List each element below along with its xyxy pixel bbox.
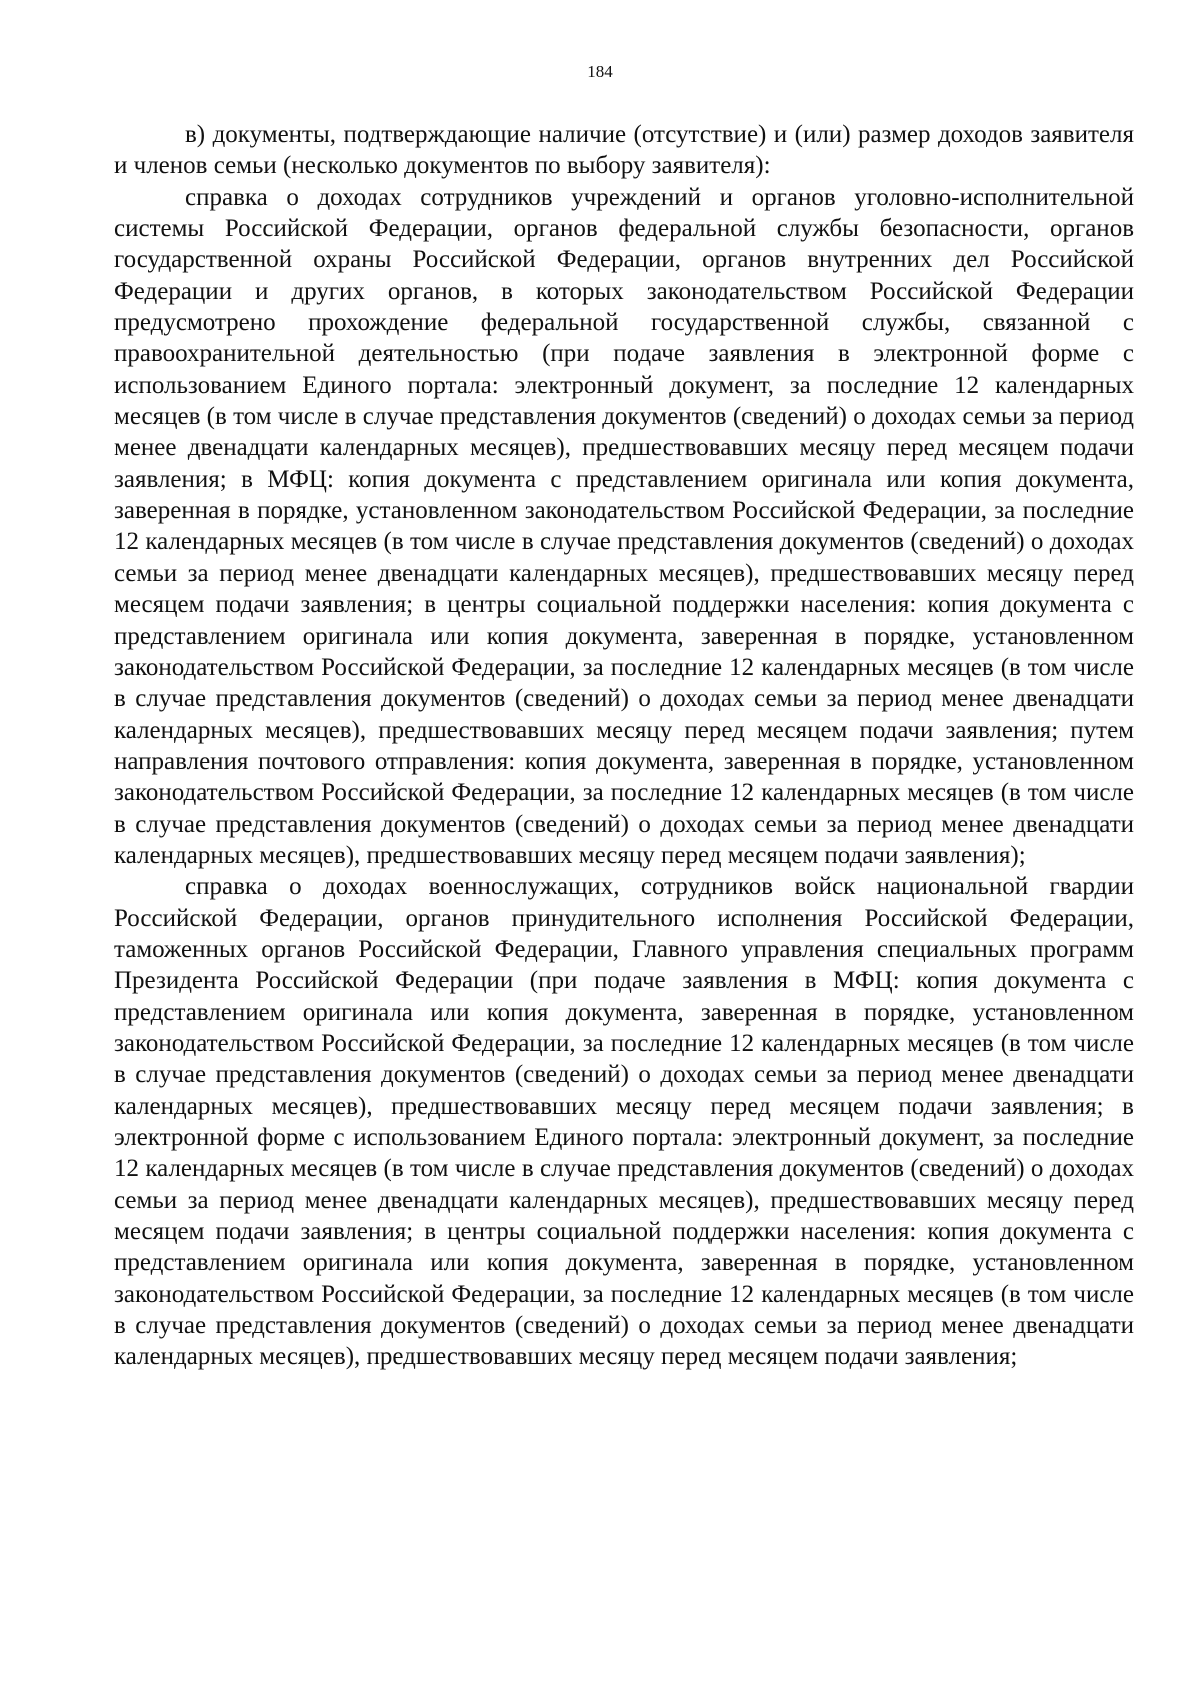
page-number: 184 [587, 62, 613, 81]
paragraph-military-income-certificate: справка о доходах военнослужащих, сотрудников войск национальной гвардии Российской Федерации, органов принудительного исполнения Российской Федерации, таможенных органов Российской Федерации, Главного управления специальных программ Президента Российской Федерации (при подаче заявления в МФЦ: копия документа с представлением оригинала или копия документа, заверенная в порядке, установленном законодательством Российской Федерации, за последние 12 календарных месяцев (в том числе в случае представления документов (сведений) о доходах семьи за период менее двенадцати календарных месяцев), предшествовавших месяцу перед месяцем подачи заявления; в электронной форме с использованием Единого портала: электронный документ, за последние 12 календарных месяцев (в том числе в случае представления документов (сведений) о доходах семьи за период менее двенадцати календарных месяцев), предшествовавших месяцу перед месяцем подачи заявления; в центры социальной поддержки населения: копия документа с представлением оригинала или копия документа, заверенная в порядке, установленном законодательством Российской Федерации, за последние 12 календарных месяцев (в том числе в случае представления документов (сведений) о доходах семьи за период менее двенадцати календарных месяцев), предшествовавших месяцу перед месяцем подачи заявления; [114, 873, 1134, 1371]
paragraph-law-enforcement-income-certificate: справка о доходах сотрудников учреждений и органов уголовно-исполнительной системы Российской Федерации, органов федеральной службы безопасности, органов государственной охраны Российской Федерации, органов внутренних дел Российской Федерации и других органов, в которых законодательством Российской Федерации предусмотрено прохождение федеральной государственной службы, связанной с правоохранительной деятельностью (при подаче заявления в электронной форме с использованием Единого портала: электронный документ, за последние 12 календарных месяцев (в том числе в случае представления документов (сведений) о доходах семьи за период менее двенадцати календарных месяцев), предшествовавших месяцу перед месяцем подачи заявления; в МФЦ: копия документа с представлением оригинала или копия документа, заверенная в порядке, установленном законодательством Российской Федерации, за последние 12 календарных месяцев (в том числе в случае представления документов (сведений) о доходах семьи за период менее двенадцати календарных месяцев), предшествовавших месяцу перед месяцем подачи заявления; в центры социальной поддержки населения: копия документа с представлением оригинала или копия документа, заверенная в порядке, установленном законодательством Российской Федерации, за последние 12 календарных месяцев (в том числе в случае представления документов (сведений) о доходах семьи за период менее двенадцати календарных месяцев), предшествовавших месяцу перед месяцем подачи заявления; путем направления почтового отправления: копия документа, заверенная в порядке, установленном законодательством Российской Федерации, за последние 12 календарных месяцев (в том числе в случае представления документов (сведений) о доходах семьи за период менее двенадцати календарных месяцев), предшествовавших месяцу перед месяцем подачи заявления); [114, 183, 1134, 869]
paragraph-income-documents: в) документы, подтверждающие наличие (отсутствие) и (или) размер доходов заявителя и членов семьи (несколько документов по выбору заявителя): [114, 121, 1134, 180]
document-body [114, 119, 1134, 1373]
